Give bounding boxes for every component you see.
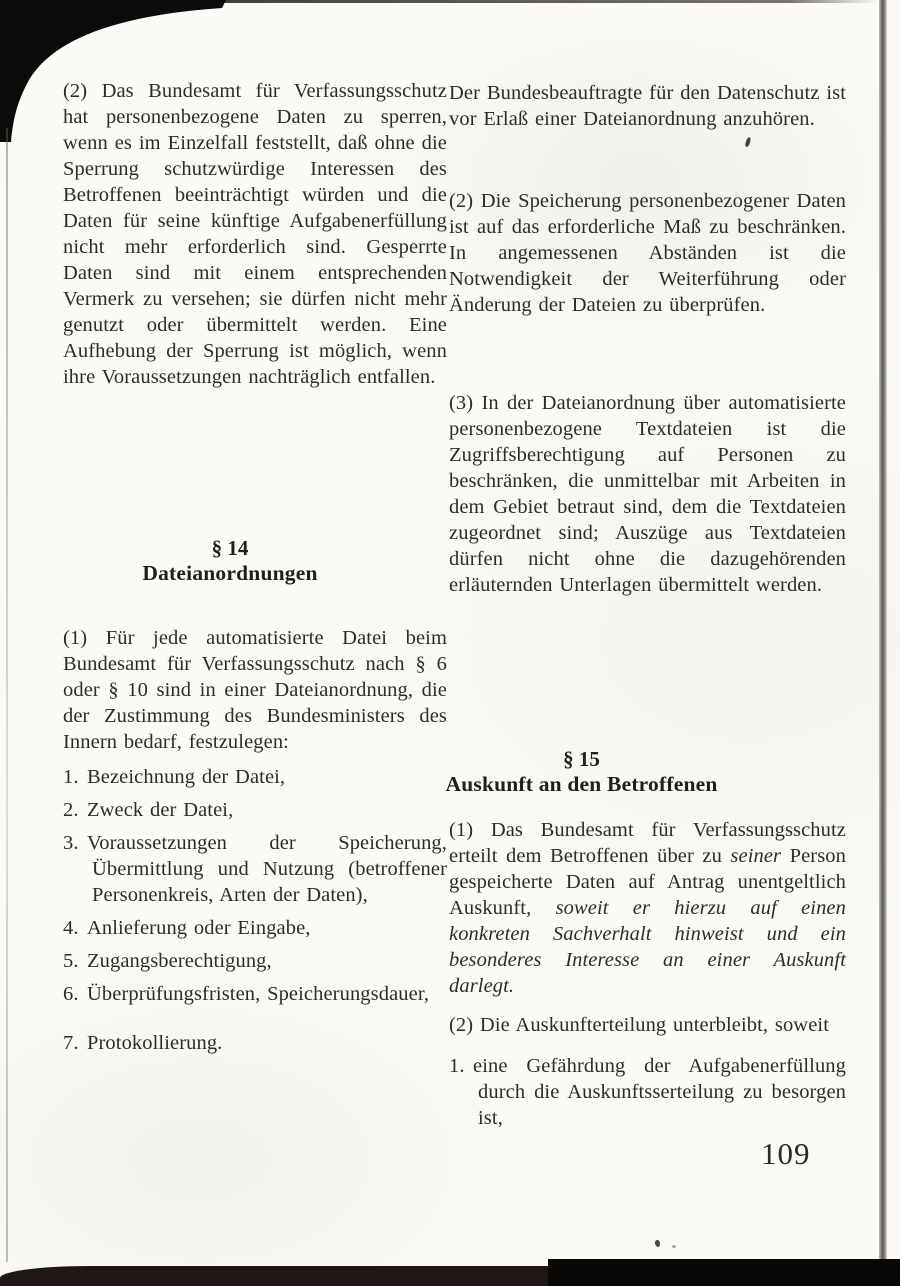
list-item-number: 1.: [449, 1055, 465, 1077]
list-item-text: Protokollierung.: [87, 1032, 223, 1054]
text-segment-italic: seiner: [730, 845, 782, 867]
list-item-text: Zugangsberechtigung,: [87, 950, 272, 972]
section-title: Auskunft an den Betroffenen: [445, 772, 718, 796]
section-number: § 14: [211, 536, 249, 560]
list-item-text: Überprüfungsfristen, Speicherungsdauer,: [87, 983, 430, 1005]
list-item: [63, 1030, 447, 1056]
paragraph-dateianordnung-intro: (1) Für jede automatisierte Datei beim Bundesamt für Verfassungsschutz nach § 6 oder § 10 sind in einer Dateianordnung, die der Zustimmung des Bundesministers des Innern bedarf, festzulegen:: [63, 627, 447, 753]
list-item-text: Zweck der Datei,: [87, 799, 234, 821]
left-column: [63, 0, 447, 1286]
section-15-body: [449, 817, 846, 1138]
page-right-edge: [879, 0, 887, 1286]
page-left-edge: [6, 128, 8, 1262]
list-item-number: 1.: [63, 766, 79, 788]
section-title: Dateianordnungen: [142, 561, 318, 585]
list-item-text: Bezeichnung der Datei,: [87, 766, 286, 788]
list-item-number: 4.: [63, 917, 79, 939]
list-item: [63, 948, 447, 974]
list-item-number: 5.: [63, 950, 79, 972]
text-segment: (1) Das Bundesamt für Verfassungsschutz erteilt dem Betroffenen über zu: [449, 819, 846, 867]
list-item: [63, 915, 447, 941]
list-item-text: eine Gefährdung der Aufgabenerfüllung durch die Auskunftsserteilung zu besorgen ist,: [473, 1055, 846, 1129]
section-heading-14: [38, 537, 422, 586]
list-item-number: 2.: [63, 799, 79, 821]
section-heading-15: [383, 748, 780, 797]
list-item-number: 3.: [63, 832, 79, 854]
paragraph-textdateien: (3) In der Dateianordnung über automatisierte personenbezogene Textdateien ist die Zugriffsberechtigung auf Personen zu beschränken, die unmittelbar mit Arbeiten in dem Gebiet betraut sind, dem die Textdateien zugeordnet sind; Auszüge aus Textdateien dürfen nicht ohne die dazugehörenden erläuternden Unterlagen übermittelt werden.: [449, 392, 846, 596]
list-item-text: Anlieferung oder Eingabe,: [87, 917, 311, 939]
section-number: § 15: [563, 747, 600, 771]
paragraph-sperrung: (2) Das Bundesamt für Verfassungsschutz hat personenbezogene Daten zu sperren, wenn es im Einzelfall feststellt, daß ohne die Sperrung schutzwürdige Interessen des Betroffenen beeinträchtigt würden und die Daten für seine künftige Aufgabenerfüllung nicht mehr erforderlich sind. Gesperrte Daten sind mit einem entsprechenden Vermerk zu versehen; sie dürfen nicht mehr genutzt oder übermittelt werden. Eine Aufhebung der Sperrung ist möglich, wenn ihre Voraussetzungen nachträglich entfallen.: [63, 80, 447, 388]
page-number: 109: [761, 1136, 811, 1171]
text-segment-italic: soweit er hierzu auf einen konkreten Sachverhalt hinweist und ein besonderes Interesse an einer Auskunft darlegt.: [449, 897, 846, 997]
list-item: [63, 981, 447, 1007]
paragraph-auskunfterteilung: (2) Die Auskunfterteilung unterbleibt, soweit: [449, 1014, 829, 1036]
paragraph-speicherung: (2) Die Speicherung personenbezogener Daten ist auf das erforderliche Maß zu beschränken. In angemessenen Abständen ist die Notwendigkeit der Weiterführung oder Änderung der Dateien zu überprüfen.: [449, 190, 846, 316]
list-item: [449, 1053, 846, 1131]
list-item-text: Voraussetzungen der Speicherung, Übermittlung und Nutzung (betroffener Personenkreis, Arten der Daten),: [87, 832, 447, 906]
section-14-body: [63, 625, 447, 1063]
list-item-number: 7.: [63, 1032, 79, 1054]
list-item-number: 6.: [63, 983, 79, 1005]
numbered-list: [63, 764, 447, 1056]
text-segment: Person gespeicherte Daten auf Antrag unentgeltlich Auskunft,: [449, 845, 846, 919]
list-item: [63, 797, 447, 823]
paragraph-bundesbeauftragter: Der Bundesbeauftragte für den Datenschutz ist vor Erlaß einer Dateianordnung anzuhören.: [449, 82, 846, 130]
paragraph-auskunft: [449, 817, 846, 999]
right-column: [445, 0, 846, 1286]
list-item: [63, 830, 447, 908]
